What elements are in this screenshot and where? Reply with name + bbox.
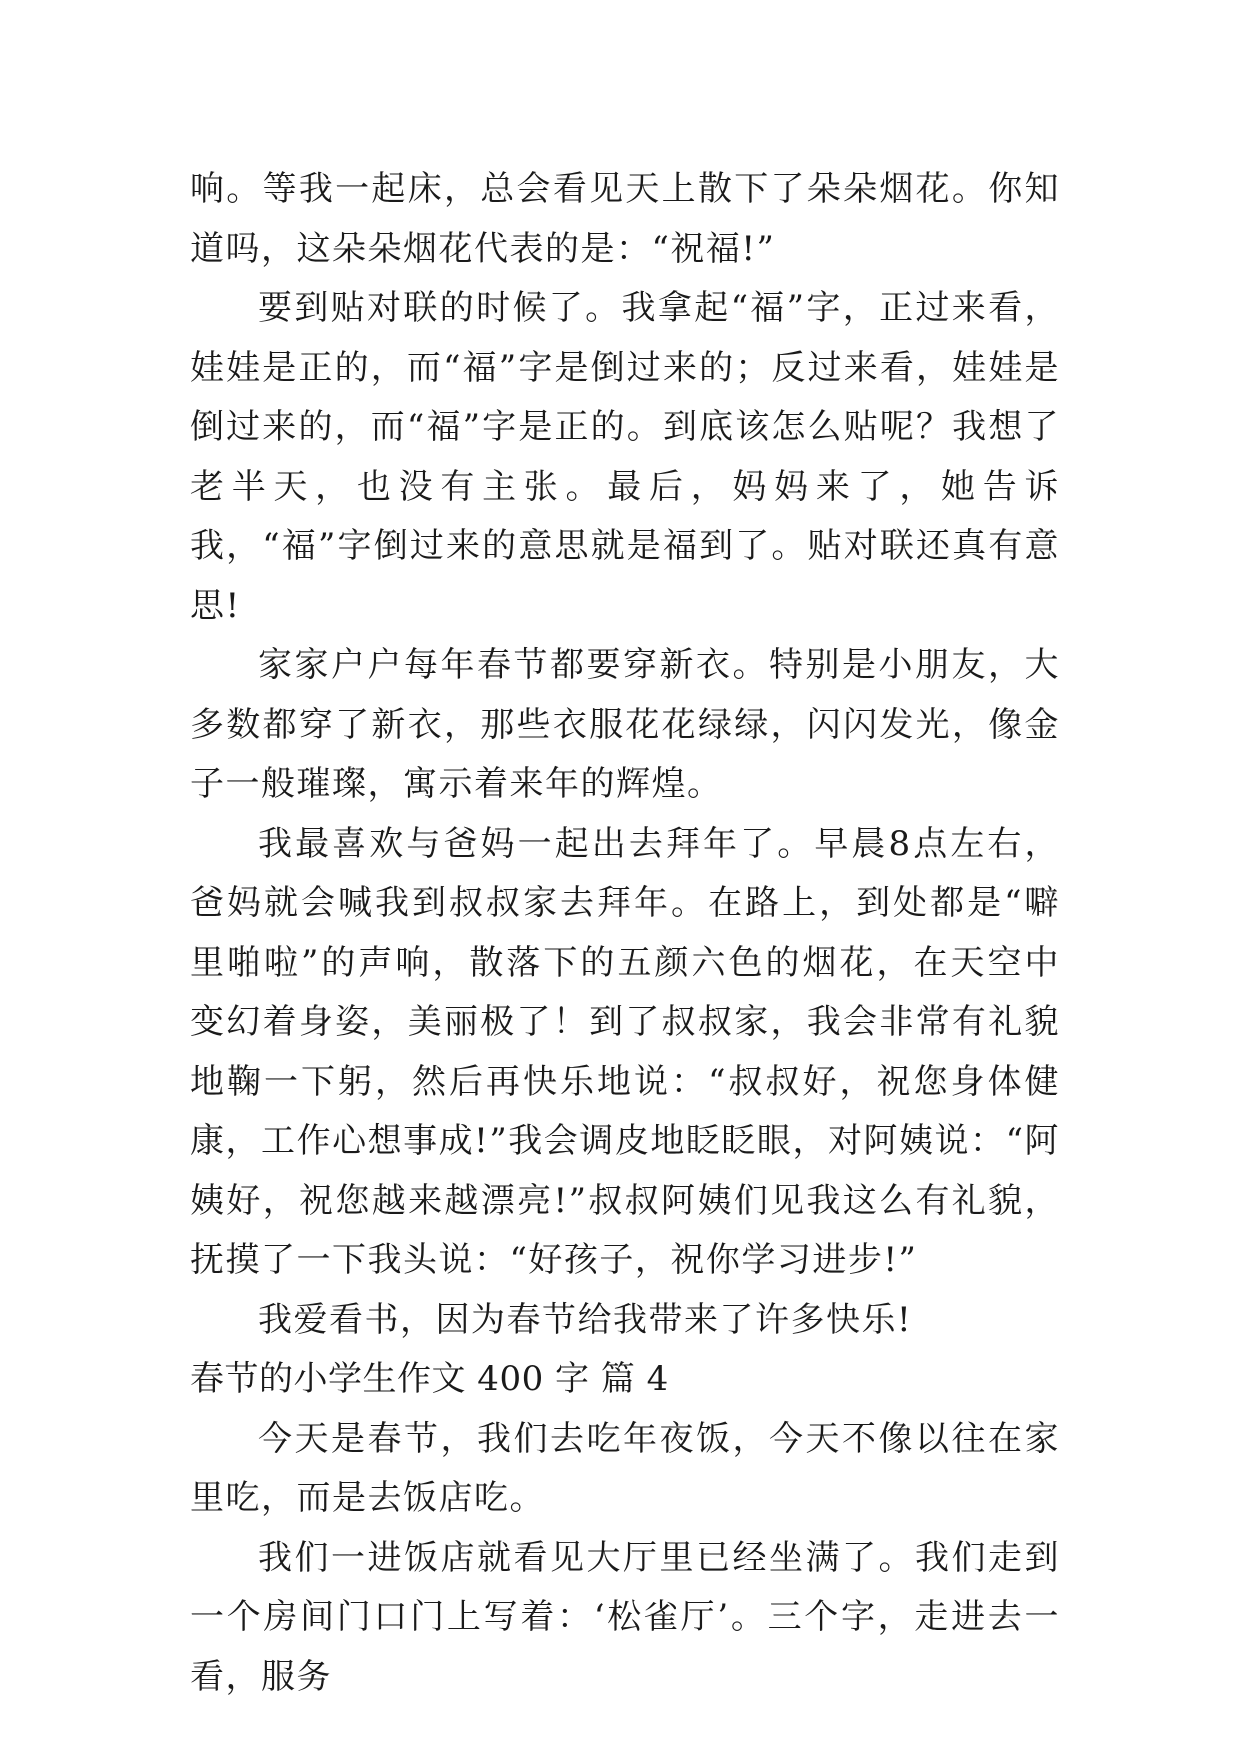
paragraph-5: 我爱看书，因为春节给我带来了许多快乐! xyxy=(258,1299,913,1340)
paragraph-6: 今天是春节，我们去吃年夜饭，今天不像以往在家里吃，而是去饭店吃。 xyxy=(190,1418,1060,1518)
paragraph-3: 家家户户每年春节都要穿新衣。特别是小朋友，大多数都穿了新衣，那些衣服花花绿绿，闪闪发光，像金子一般璀璨，寓示着来年的辉煌。 xyxy=(190,645,1060,804)
document-body xyxy=(190,160,1060,1707)
paragraph-1: 响。等我一起床，总会看见天上散下了朵朵烟花。你知道吗，这朵朵烟花代表的是：“祝福!” xyxy=(190,169,1060,269)
paragraph-4: 我最喜欢与爸妈一起出去拜年了。早晨8点左右，爸妈就会喊我到叔叔家去拜年。在路上，到处都是“噼里啪啦”的声响，散落下的五颜六色的烟花，在天空中变幻着身姿，美丽极了！到了叔叔家，我会非常有礼貌地鞠一下躬，然后再快乐地说：“叔叔好，祝您身体健康，工作心想事成!”我会调皮地眨眨眼，对阿姨说：“阿姨好，祝您越来越漂亮!”叔叔阿姨们见我这么有礼貌，抚摸了一下我头说：“好孩子，祝你学习进步!” xyxy=(190,823,1060,1280)
paragraph-7: 我们一进饭店就看见大厅里已经坐满了。我们走到一个房间门口门上写着：‘松雀厅’。三个字，走进去一看，服务 xyxy=(190,1537,1060,1697)
section-heading: 春节的小学生作文 400 字 篇 4 xyxy=(190,1359,669,1399)
paragraph-2: 要到贴对联的时候了。我拿起“福”字，正过来看，娃娃是正的，而“福”字是倒过来的；反过来看，娃娃是倒过来的，而“福”字是正的。到底该怎么贴呢？我想了老半天，也没有主张。最后，妈妈来了，她告诉我，“福”字倒过来的意思就是福到了。贴对联还真有意思! xyxy=(190,288,1060,626)
